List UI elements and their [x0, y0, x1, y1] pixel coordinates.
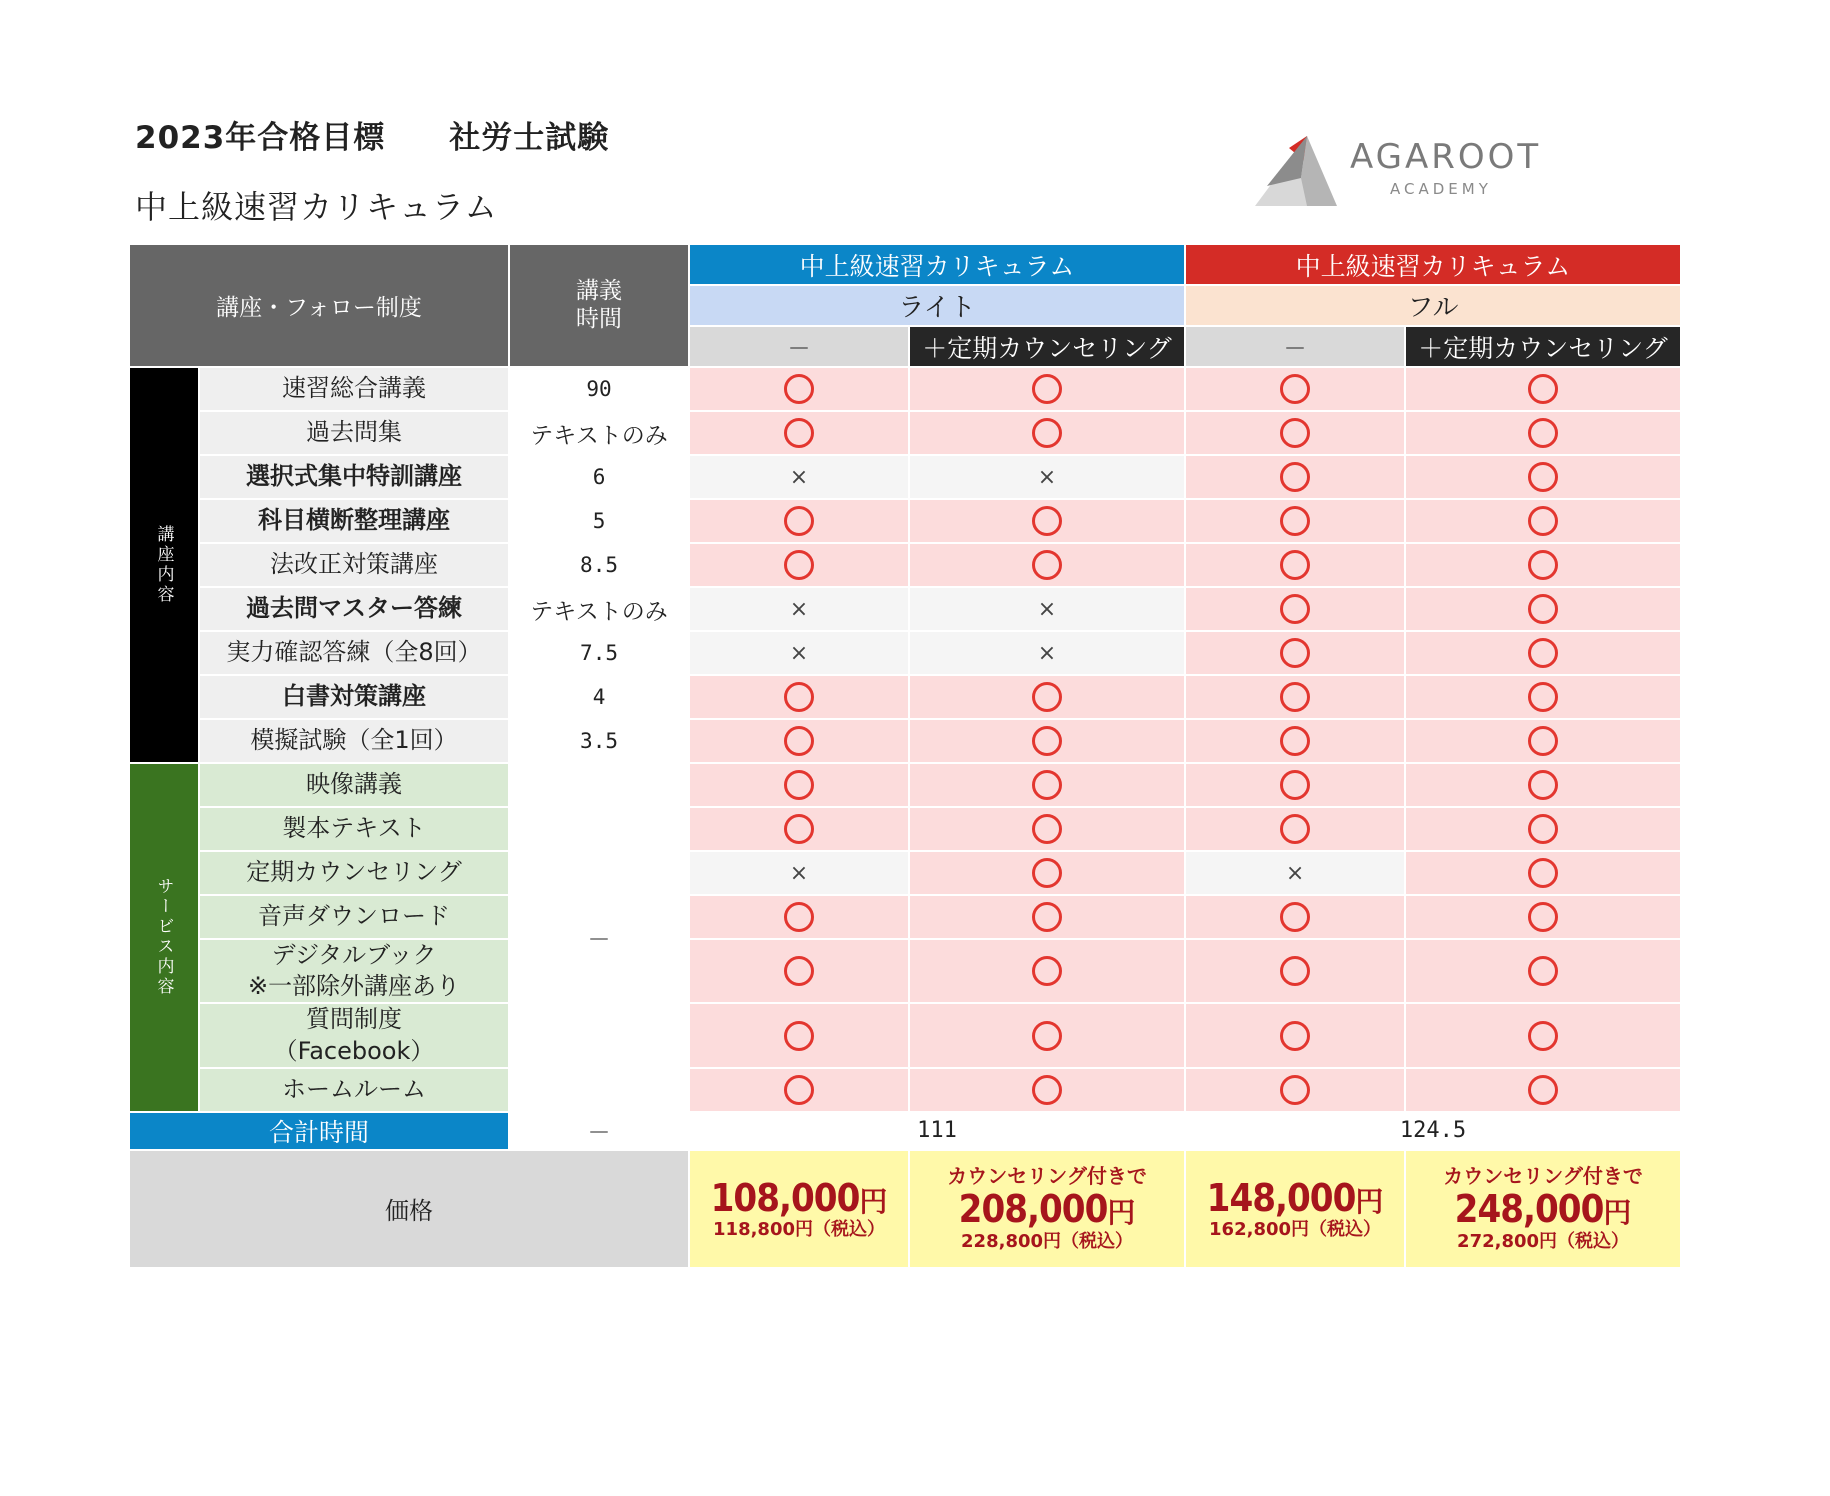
included-mark — [1405, 587, 1681, 631]
circle-icon — [784, 418, 814, 448]
circle-icon — [1032, 726, 1062, 756]
included-mark — [1405, 763, 1681, 807]
included-mark — [1185, 719, 1405, 763]
included-mark — [689, 763, 909, 807]
circle-icon — [1280, 682, 1310, 712]
service-name: ホームルーム — [199, 1068, 509, 1112]
included-mark — [1185, 455, 1405, 499]
course-name: 実力確認答練（全8回） — [199, 631, 509, 675]
included-mark — [909, 543, 1185, 587]
table-row — [129, 631, 1681, 675]
category-service: サービス内容 — [129, 763, 199, 1112]
plan-full-header: 中上級速習カリキュラム — [1185, 244, 1681, 285]
included-mark — [1185, 411, 1405, 455]
circle-icon — [1032, 814, 1062, 844]
agaroot-academy-logo — [1255, 128, 1555, 208]
price-amount: 108,000円 — [710, 1175, 888, 1220]
included-mark — [689, 543, 909, 587]
circle-icon — [1528, 858, 1558, 888]
circle-icon — [1280, 462, 1310, 492]
circle-icon — [1280, 1021, 1310, 1051]
option-lite-basic: － — [689, 326, 909, 367]
course-name: 法改正対策講座 — [199, 543, 509, 587]
circle-icon — [1528, 902, 1558, 932]
price-row — [129, 1150, 1681, 1268]
price-note: カウンセリング付きで — [947, 1164, 1147, 1189]
unavailable-mark — [909, 587, 1185, 631]
included-mark — [1185, 1068, 1405, 1112]
circle-icon — [1032, 374, 1062, 404]
course-column-header: 講座・フォロー制度 — [129, 244, 509, 367]
included-mark — [689, 939, 909, 1003]
lecture-hours: 6 — [509, 455, 689, 499]
included-mark — [1185, 631, 1405, 675]
circle-icon — [784, 770, 814, 800]
included-mark — [689, 675, 909, 719]
circle-icon — [1280, 638, 1310, 668]
included-mark — [1185, 895, 1405, 939]
included-mark — [1185, 587, 1405, 631]
included-mark — [909, 939, 1185, 1003]
price-tax-included: 228,800円（税込） — [961, 1230, 1134, 1252]
service-name: 定期カウンセリング — [199, 851, 509, 895]
course-name: 速習総合講義 — [199, 367, 509, 411]
included-mark — [1405, 499, 1681, 543]
circle-icon — [1032, 902, 1062, 932]
table-row — [129, 1068, 1681, 1112]
service-name: デジタルブック ※一部除外講座あり — [199, 939, 509, 1003]
course-name: 過去問集 — [199, 411, 509, 455]
circle-icon — [784, 956, 814, 986]
option-full-basic: － — [1185, 326, 1405, 367]
included-mark — [1405, 675, 1681, 719]
circle-icon — [1032, 858, 1062, 888]
hours-column-header: 講義 時間 — [509, 244, 689, 367]
circle-icon — [1280, 956, 1310, 986]
lecture-hours: 3.5 — [509, 719, 689, 763]
circle-icon — [784, 1075, 814, 1105]
included-mark — [1405, 807, 1681, 851]
option-full-counseling: ＋定期カウンセリング — [1405, 326, 1681, 367]
lecture-hours: 90 — [509, 367, 689, 411]
cross-icon: × — [1037, 641, 1057, 666]
price-cell — [689, 1150, 909, 1268]
included-mark — [909, 675, 1185, 719]
circle-icon — [1032, 506, 1062, 536]
included-mark — [909, 807, 1185, 851]
comparison-table — [128, 243, 1682, 1269]
service-name: 映像講義 — [199, 763, 509, 807]
course-name: 過去問マスター答練 — [199, 587, 509, 631]
cross-icon: × — [789, 641, 809, 666]
circle-icon — [1280, 374, 1310, 404]
table-row — [129, 895, 1681, 939]
table-row — [129, 499, 1681, 543]
circle-icon — [1528, 418, 1558, 448]
circle-icon — [1032, 550, 1062, 580]
total-hours-lite: 111 — [689, 1112, 1185, 1150]
included-mark — [689, 1003, 909, 1067]
circle-icon — [1280, 814, 1310, 844]
lecture-hours: 5 — [509, 499, 689, 543]
cross-icon: × — [1037, 465, 1057, 490]
included-mark — [689, 895, 909, 939]
plan-lite-header: 中上級速習カリキュラム — [689, 244, 1185, 285]
included-mark — [1405, 411, 1681, 455]
included-mark — [689, 807, 909, 851]
circle-icon — [784, 682, 814, 712]
included-mark — [689, 367, 909, 411]
circle-icon — [1032, 418, 1062, 448]
plan-lite-tier: ライト — [689, 285, 1185, 326]
unavailable-mark — [689, 455, 909, 499]
circle-icon — [1280, 726, 1310, 756]
cross-icon: × — [1285, 861, 1305, 886]
cross-icon: × — [789, 465, 809, 490]
circle-icon — [1528, 814, 1558, 844]
circle-icon — [1280, 594, 1310, 624]
included-mark — [1405, 895, 1681, 939]
included-mark — [689, 411, 909, 455]
course-name: 科目横断整理講座 — [199, 499, 509, 543]
included-mark — [1405, 367, 1681, 411]
included-mark — [909, 895, 1185, 939]
circle-icon — [1528, 682, 1558, 712]
service-name: 音声ダウンロード — [199, 895, 509, 939]
included-mark — [909, 499, 1185, 543]
included-mark — [909, 1003, 1185, 1067]
included-mark — [1405, 1003, 1681, 1067]
circle-icon — [784, 374, 814, 404]
total-hours-dash: － — [509, 1112, 689, 1150]
included-mark — [1405, 455, 1681, 499]
circle-icon — [1528, 956, 1558, 986]
circle-icon — [784, 814, 814, 844]
included-mark — [1405, 851, 1681, 895]
circle-icon — [1032, 1021, 1062, 1051]
cross-icon: × — [1037, 597, 1057, 622]
table-row — [129, 851, 1681, 895]
lecture-hours: テキストのみ — [509, 411, 689, 455]
total-hours-full: 124.5 — [1185, 1112, 1681, 1150]
table-row — [129, 587, 1681, 631]
price-cell — [1405, 1150, 1681, 1268]
included-mark — [909, 763, 1185, 807]
table-row — [129, 719, 1681, 763]
price-amount: 208,000円 — [958, 1187, 1136, 1232]
course-name: 模擬試験（全1回） — [199, 719, 509, 763]
logo-sub-text: ACADEMY — [1390, 180, 1492, 198]
price-tax-included: 162,800円（税込） — [1209, 1219, 1382, 1241]
circle-icon — [1032, 956, 1062, 986]
course-name: 白書対策講座 — [199, 675, 509, 719]
circle-icon — [1528, 374, 1558, 404]
included-mark — [1405, 543, 1681, 587]
page-title: 2023年合格目標 社労士試験 — [135, 120, 610, 156]
circle-icon — [784, 1021, 814, 1051]
unavailable-mark — [689, 851, 909, 895]
included-mark — [909, 411, 1185, 455]
circle-icon — [1032, 682, 1062, 712]
price-label: 価格 — [129, 1150, 689, 1268]
circle-icon — [1528, 1021, 1558, 1051]
included-mark — [1185, 1003, 1405, 1067]
included-mark — [1405, 939, 1681, 1003]
price-note: カウンセリング付きで — [1443, 1164, 1643, 1189]
included-mark — [1185, 675, 1405, 719]
included-mark — [689, 719, 909, 763]
included-mark — [1405, 719, 1681, 763]
included-mark — [1185, 939, 1405, 1003]
included-mark — [1405, 631, 1681, 675]
included-mark — [1185, 543, 1405, 587]
total-hours-label: 合計時間 — [129, 1112, 509, 1150]
circle-icon — [1528, 770, 1558, 800]
price-cell — [909, 1150, 1185, 1268]
included-mark — [909, 1068, 1185, 1112]
circle-icon — [1280, 506, 1310, 536]
included-mark — [1185, 763, 1405, 807]
included-mark — [689, 499, 909, 543]
page-subtitle: 中上級速習カリキュラム — [135, 188, 498, 226]
course-name: 選択式集中特訓講座 — [199, 455, 509, 499]
circle-icon — [1280, 1075, 1310, 1105]
circle-icon — [784, 550, 814, 580]
price-tax-included: 272,800円（税込） — [1457, 1230, 1630, 1252]
circle-icon — [1528, 462, 1558, 492]
circle-icon — [1528, 594, 1558, 624]
circle-icon — [1528, 1075, 1558, 1105]
table-row — [129, 763, 1681, 807]
unavailable-mark — [909, 455, 1185, 499]
circle-icon — [1032, 1075, 1062, 1105]
total-row — [129, 1112, 1681, 1150]
unavailable-mark — [909, 631, 1185, 675]
unavailable-mark — [1185, 851, 1405, 895]
included-mark — [909, 367, 1185, 411]
lecture-hours: テキストのみ — [509, 587, 689, 631]
lecture-hours: 7.5 — [509, 631, 689, 675]
included-mark — [1405, 1068, 1681, 1112]
included-mark — [909, 719, 1185, 763]
circle-icon — [1280, 550, 1310, 580]
table-row — [129, 455, 1681, 499]
included-mark — [1185, 807, 1405, 851]
circle-icon — [784, 726, 814, 756]
service-name: 製本テキスト — [199, 807, 509, 851]
cross-icon: × — [789, 861, 809, 886]
included-mark — [689, 1068, 909, 1112]
circle-icon — [1528, 506, 1558, 536]
table-row — [129, 675, 1681, 719]
service-name: 質問制度 （Facebook） — [199, 1003, 509, 1067]
price-amount: 148,000円 — [1206, 1175, 1384, 1220]
circle-icon — [1528, 726, 1558, 756]
table-row — [129, 807, 1681, 851]
circle-icon — [1280, 902, 1310, 932]
option-lite-counseling: ＋定期カウンセリング — [909, 326, 1185, 367]
price-cell — [1185, 1150, 1405, 1268]
table-row — [129, 543, 1681, 587]
logo-brand-text: AGAROOT — [1350, 137, 1542, 177]
table-row — [129, 367, 1681, 411]
category-lecture: 講座内容 — [129, 367, 199, 763]
unavailable-mark — [689, 587, 909, 631]
table-row — [129, 411, 1681, 455]
circle-icon — [1280, 418, 1310, 448]
circle-icon — [1032, 770, 1062, 800]
service-hours: － — [509, 763, 689, 1112]
price-tax-included: 118,800円（税込） — [713, 1219, 885, 1241]
included-mark — [1185, 499, 1405, 543]
included-mark — [1185, 367, 1405, 411]
plan-full-tier: フル — [1185, 285, 1681, 326]
circle-icon — [1528, 638, 1558, 668]
table-row — [129, 939, 1681, 1003]
lecture-hours: 8.5 — [509, 543, 689, 587]
circle-icon — [784, 506, 814, 536]
price-amount: 248,000円 — [1454, 1187, 1632, 1232]
circle-icon — [784, 902, 814, 932]
unavailable-mark — [689, 631, 909, 675]
included-mark — [909, 851, 1185, 895]
circle-icon — [1528, 550, 1558, 580]
cross-icon: × — [789, 597, 809, 622]
table-row — [129, 1003, 1681, 1067]
circle-icon — [1280, 770, 1310, 800]
lecture-hours: 4 — [509, 675, 689, 719]
